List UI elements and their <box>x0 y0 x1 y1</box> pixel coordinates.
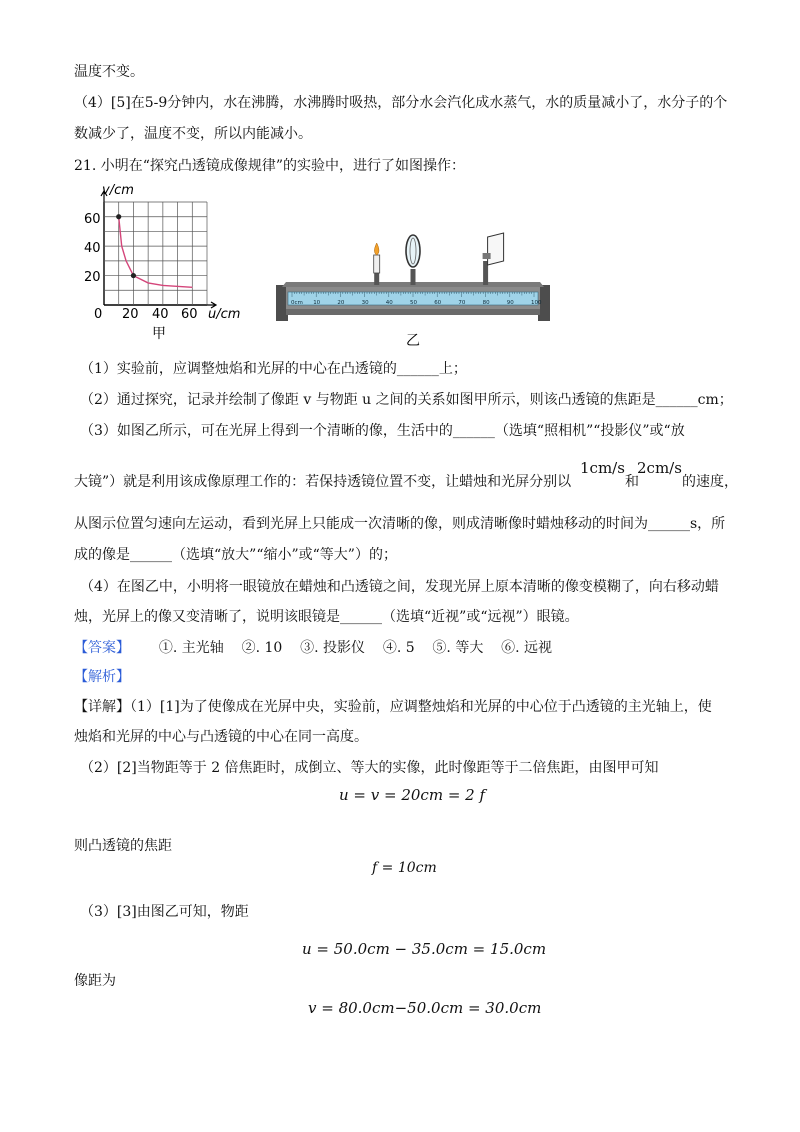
graph-caption-jia: 甲 <box>152 326 166 342</box>
formula-object-distance: u = 50.0cm − 35.0cm = 15.0cm <box>302 940 547 958</box>
convex-lens <box>406 235 420 285</box>
ruler-label: 90 <box>506 300 514 306</box>
detail-2: 烛焰和光屏的中心与凸透镜的中心在同一高度。 <box>74 729 368 745</box>
graph-grid <box>101 191 216 308</box>
formula-focal: f = 10cm <box>372 860 437 876</box>
detail-3: （2）[2]当物距等于 2 倍焦距时，成倒立、等大的实像，此时像距等于二倍焦距，由图甲可知 <box>80 760 659 776</box>
ruler-label: 70 <box>458 300 466 306</box>
ruler-label: 100 <box>531 300 542 306</box>
detail-row-1 <box>74 697 712 717</box>
text-line-1: 温度不变。 <box>74 64 144 80</box>
vu-curve <box>119 217 193 288</box>
ruler-label: 0cm <box>291 300 303 306</box>
question-21-title: 21. 小明在“探究凸透镜成像规律”的实验中，进行了如图操作： <box>74 158 466 174</box>
graph-ylabel: v/cm <box>102 183 134 198</box>
detail-tag: 【详解】 <box>74 699 130 715</box>
question-21-1: （1）实验前，应调整烛焰和光屏的中心在凸透镜的______上； <box>80 361 467 377</box>
speed-screen: 2cm/s <box>637 459 682 477</box>
y-tick-60: 60 <box>84 212 101 227</box>
text-line-3: 数减少了，温度不变，所以内能减小。 <box>74 126 312 142</box>
detail-4: 则凸透镜的焦距 <box>74 838 172 854</box>
x-tick-40: 40 <box>152 307 169 322</box>
answers: ①. 主光轴 ②. 10 ③. 投影仪 ④. 5 ⑤. 等大 ⑥. 远视 <box>158 640 553 656</box>
ruler-label: 40 <box>385 300 393 306</box>
bench-rail-base <box>286 309 540 315</box>
text-line-2: （4）[5]在5-9分钟内，水在沸腾，水沸腾时吸热，部分水会汽化成水蒸气，水的质量减小了，水分子的个 <box>74 95 728 111</box>
light-screen <box>483 233 504 285</box>
text-and: 和 <box>625 474 639 490</box>
ruler-label: 80 <box>482 300 490 306</box>
y-tick-20: 20 <box>84 270 101 285</box>
answer-tag: 【答案】 <box>74 640 130 656</box>
x-tick-60: 60 <box>181 307 198 322</box>
detail-6: 像距为 <box>74 973 116 989</box>
bench-caption-yi: 乙 <box>406 333 420 349</box>
optical-bench-yi <box>272 225 562 355</box>
x-tick-0: 0 <box>94 307 103 322</box>
ruler-label: 10 <box>313 300 321 306</box>
speed-candle: 1cm/s <box>580 459 625 477</box>
analysis-tag: 【解析】 <box>74 669 130 685</box>
ruler-label: 20 <box>337 300 345 306</box>
answer-row <box>74 638 552 658</box>
question-21-3-line4: 成的像是______（选填“放大”“缩小”或“等大”）的； <box>74 547 397 563</box>
ruler-label: 30 <box>361 300 369 306</box>
text-speed: 的速度， <box>682 474 738 490</box>
point-10-60 <box>116 214 121 219</box>
y-tick-40: 40 <box>84 241 101 256</box>
detail-5: （3）[3]由图乙可知，物距 <box>80 904 249 920</box>
point-20-20 <box>131 273 136 278</box>
ruler-label: 60 <box>434 300 442 306</box>
question-21-3-line3: 从图示位置匀速向左运动，看到光屏上只能成一次清晰的像，则成清晰像时蜡烛移动的时间为______s，所 <box>74 516 726 532</box>
candle <box>374 243 380 285</box>
question-21-3: （3）如图乙所示，可在光屏上得到一个清晰的像，生活中的______（选填“照相机”“投影仪”或“放 <box>80 423 685 439</box>
ruler-label: 50 <box>410 300 417 306</box>
detail-1: （1）[1]为了使像成在光屏中央，实验前，应调整烛焰和光屏的中心位于凸透镜的主光轴上，使 <box>130 699 712 715</box>
x-tick-20: 20 <box>122 307 139 322</box>
question-21-3-cont: 大镜”）就是利用该成像原理工作的：若保持透镜位置不变，让蜡烛和光屏分别以 <box>74 474 572 490</box>
question-21-4-cont: 烛，光屏上的像又变清晰了，说明该眼镜是______（选填“近视”或“远视”）眼镜。 <box>74 609 579 625</box>
question-21-4: （4）在图乙中，小明将一眼镜放在蜡烛和凸透镜之间，发现光屏上原本清晰的像变模糊了，向右移动蜡 <box>80 579 719 595</box>
formula-u-v: u = v = 20cm = 2 f <box>339 786 486 804</box>
formula-image-distance: v = 80.0cm−50.0cm = 30.0cm <box>308 999 542 1017</box>
question-21-2: （2）通过探究，记录并绘制了像距 v 与物距 u 之间的关系如图甲所示，则该凸透镜的焦距是______cm； <box>80 392 733 408</box>
graph-jia <box>74 182 264 342</box>
graph-xlabel: u/cm <box>208 307 241 322</box>
